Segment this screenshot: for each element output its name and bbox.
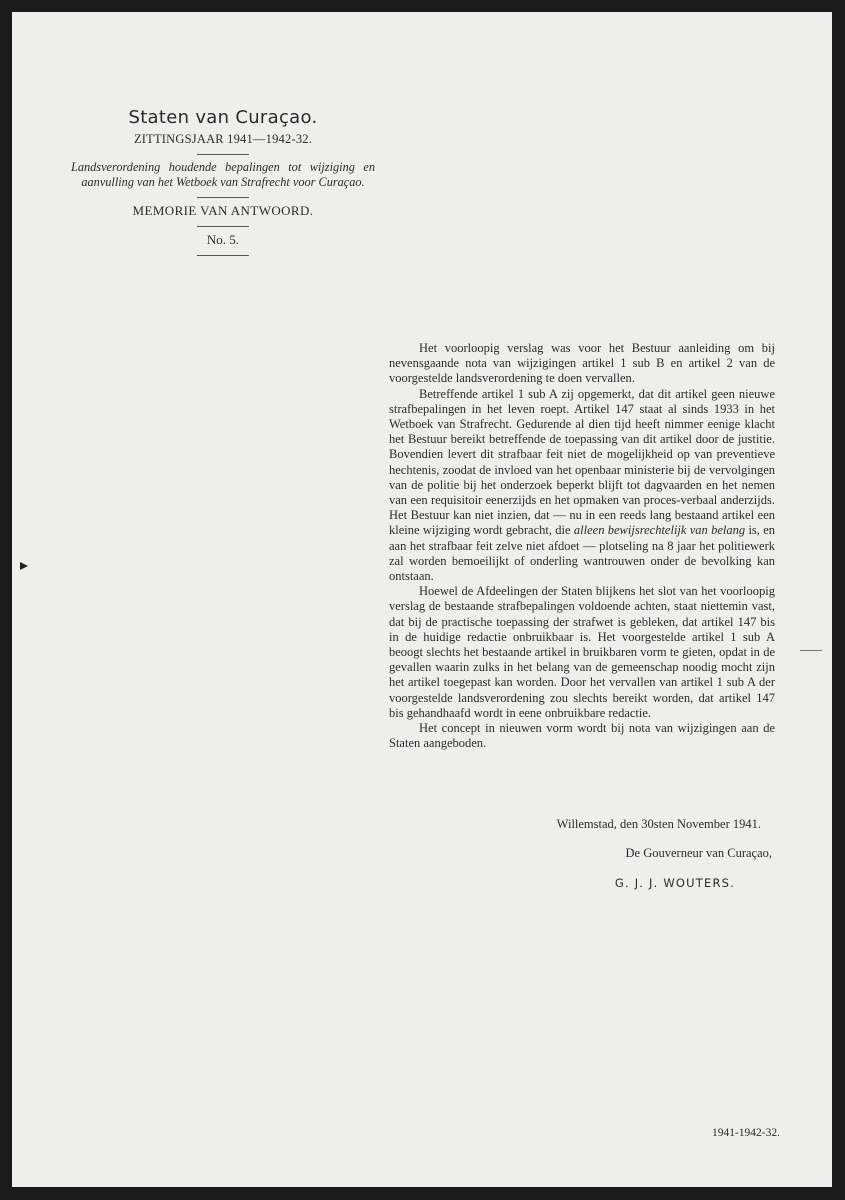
paragraph-1: Het voorloopig verslag was voor het Bestuur aanleiding om bij nevensgaande nota van wijzigingen artikel 1 sub B en artikel 2 van de voorgestelde landsverordening te doen vervallen. [389, 341, 775, 386]
document-page [12, 12, 832, 1187]
document-title: Staten van Curaçao. [128, 107, 318, 128]
header-divider [197, 226, 249, 227]
document-number: No. 5. [206, 232, 240, 247]
paragraph-4: Het concept in nieuwen vorm wordt bij nota van wijzigingen aan de Staten aangeboden. [389, 721, 775, 751]
margin-arrow-icon [20, 562, 28, 570]
paragraph-2-part-b: is, en aan het strafbaar feit zelve niet afdoet — plotseling na 8 jaar het politiewerk zal worden bemoeilijkt of onderling wantrouwen onder de bevolking kan ontstaan. [389, 523, 776, 584]
body-text [389, 341, 775, 751]
memorie-heading: MEMORIE VAN ANTWOORD. [132, 203, 314, 218]
margin-dash-mark [800, 650, 822, 651]
header-divider [197, 197, 249, 198]
document-subject: Landsverordening houdende bepalingen tot wijziging en aanvulling van het Wetboek van Strafrecht voor Curaçao. [71, 160, 375, 189]
signatory-name: G. J. J. WOUTERS. [614, 876, 735, 890]
paragraph-2 [389, 387, 775, 585]
header-divider [197, 255, 249, 256]
session-year: ZITTINGSJAAR 1941—1942-32. [133, 132, 313, 146]
paragraph-2-emphasis: alleen bewijsrechtelijk van belang [573, 523, 746, 538]
paragraph-3: Hoewel de Afdeelingen der Staten blijkens het slot van het voorloopig verslag de bestaande strafbepalingen voldoende achten, staat niettemin vast, dat bij de practische toepassing der strafwet is gebleken, dat artikel 147 bis in de huidige redactie onbruikbaar is. Het voorgestelde artikel 1 sub A beoogt slechts het bestaande artikel in bruikbaren vorm te gieten, opdat in de gevallen waarin zulks in het belang van de gemeenschap noodig mocht zijn het artikel toegepast kan worden. Door het vervallen van artikel 1 sub A der voorgestelde landsverordening zou slechts bereikt worden, dat artikel 147 bis gehandhaafd wordt in eene onbruikbare redactie. [389, 584, 775, 720]
footer-code: 1941-1942-32. [711, 1127, 780, 1139]
paragraph-2-part-a: Betreffende artikel 1 sub A zij opgemerkt, dat dit artikel geen nieuwe strafbepalingen in het leven roept. Artikel 147 staat al sinds 1933 in het Wetboek van Strafrecht. Gedurende al dien tijd heeft nimmer eenige klacht het Bestuur bereikt betreffende de toepassing van dit artikel door de justitie. Bovendien levert dit strafbaar feit niet de mogelijkheid op van preventieve hechtenis, zoodat de invloed van het openbaar ministerie bij de vervolgingen van de politie bij het onderzoek beperkt blijft tot dagvaarden en het nemen van een requisitoir eenerzijds en het opmaken van proces-verbaal anderzijds. Het Bestuur kan niet inzien, dat — nu in een reeds lang bestaand artikel een kleine wijziging wordt gebracht, die [389, 386, 775, 538]
place-and-date: Willemstad, den 30sten November 1941. [556, 817, 761, 831]
header-divider [197, 154, 249, 155]
document-header [67, 107, 379, 261]
signatory-role: De Gouverneur van Curaçao, [625, 846, 772, 860]
